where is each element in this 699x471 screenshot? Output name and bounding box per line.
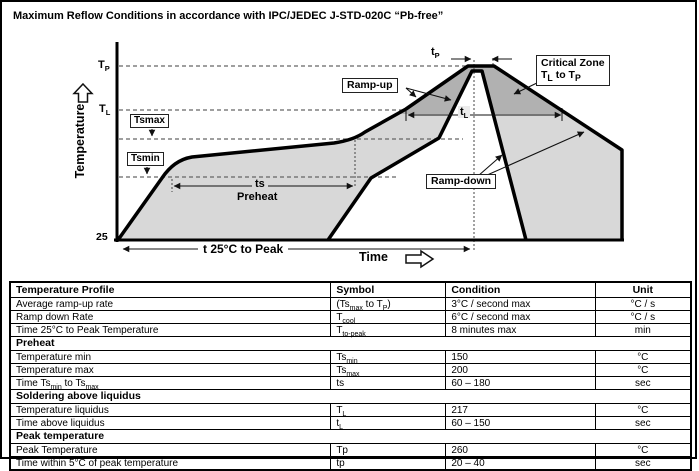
tl-axis-label: $T_L$ <box>99 103 111 118</box>
table-row <box>10 324 691 337</box>
tsmin-callout: Tsmin <box>127 152 164 166</box>
cell-profile: Temperature min <box>10 351 331 364</box>
table-section-row <box>10 337 691 351</box>
cell-symbol: Tp <box>331 444 446 457</box>
cell-profile: Time within 5°C of peak temperature <box>10 457 331 471</box>
table-row <box>10 457 691 471</box>
cell-profile: Temperature liquidus <box>10 404 331 417</box>
cell-unit: min <box>595 324 691 337</box>
header-symbol: Symbol <box>331 282 446 298</box>
cell-symbol: tp <box>331 457 446 471</box>
cell-unit: sec <box>595 457 691 471</box>
figure-title: Maximum Reflow Conditions in accordance with IPC/JEDEC J-STD-020C “Pb-free” <box>13 10 444 22</box>
header-unit: Unit <box>595 282 691 298</box>
cell-unit: °C <box>595 364 691 377</box>
table-row <box>10 351 691 364</box>
cell-symbol: $T_L$ <box>331 404 446 417</box>
cell-condition: 8 minutes max <box>446 324 595 337</box>
table-row <box>10 444 691 457</box>
cell-condition: 60 – 150 <box>446 417 595 430</box>
cell-profile: Peak Temperature <box>10 444 331 457</box>
table-row <box>10 417 691 430</box>
cell-condition: 60 – 180 <box>446 377 595 390</box>
cell-unit: °C <box>595 404 691 417</box>
cell-symbol: $Ts_{max}$ <box>331 364 446 377</box>
cell-symbol: $T_{cool}$ <box>331 311 446 324</box>
cell-profile: Time 25°C to Peak Temperature <box>10 324 331 337</box>
cell-profile: Average ramp-up rate <box>10 298 331 311</box>
table-row <box>10 377 691 390</box>
table-row <box>10 298 691 311</box>
table-section-row <box>10 390 691 404</box>
cell-symbol: $t_L$ <box>331 417 446 430</box>
cell-symbol: $Ts_{min}$ <box>331 351 446 364</box>
origin-label: 25 <box>96 231 108 243</box>
critical-zone-callout <box>536 55 610 86</box>
section-label: Preheat <box>10 337 691 351</box>
time-axis-arrow-icon <box>406 251 433 267</box>
cell-unit: sec <box>595 377 691 390</box>
cell-condition: 150 <box>446 351 595 364</box>
ramp-up-callout: Ramp-up <box>342 78 398 93</box>
tsmax-callout: Tsmax <box>130 114 169 128</box>
cell-profile: Time above liquidus <box>10 417 331 430</box>
cell-condition: 3°C / second max <box>446 298 595 311</box>
cell-unit: sec <box>595 417 691 430</box>
section-label: Soldering above liquidus <box>10 390 691 404</box>
table-row <box>10 404 691 417</box>
cell-profile: Ramp down Rate <box>10 311 331 324</box>
ts-label: ts <box>252 178 268 190</box>
table-row <box>10 364 691 377</box>
cell-symbol: ts <box>331 377 446 390</box>
critical-zone-line1: Critical Zone <box>541 57 605 69</box>
cell-profile: Temperature max <box>10 364 331 377</box>
cell-profile: Time $Ts_{min}$ to $Ts_{max}$ <box>10 377 331 390</box>
cell-unit: °C / s <box>595 298 691 311</box>
cell-condition: 260 <box>446 444 595 457</box>
cell-condition: 6°C / second max <box>446 311 595 324</box>
y-axis-label: Temperature <box>73 103 87 179</box>
table-row <box>10 311 691 324</box>
t25-to-peak-label: t 25°C to Peak <box>198 242 288 256</box>
header-condition: Condition <box>446 282 595 298</box>
section-label: Peak temperature <box>10 430 691 444</box>
tp-time-label: $t_P$ <box>431 46 440 61</box>
cell-condition: 217 <box>446 404 595 417</box>
x-axis-label: Time <box>359 250 388 264</box>
tl-time-label: $t_L$ <box>460 106 469 121</box>
table-header-row <box>10 282 691 298</box>
cell-condition: 200 <box>446 364 595 377</box>
cell-symbol: $T_{to-peak}$ <box>331 324 446 337</box>
cell-unit: °C <box>595 444 691 457</box>
header-temperature-profile: Temperature Profile <box>10 282 331 298</box>
cell-unit: °C <box>595 351 691 364</box>
critical-zone-line2: $T_L$ to $T_P$ <box>541 69 581 84</box>
cell-condition: 20 – 40 <box>446 457 595 471</box>
tp-axis-label: $T_P$ <box>98 59 110 74</box>
ramp-down-callout: Ramp-down <box>426 174 496 189</box>
table-section-row <box>10 430 691 444</box>
cell-unit: °C / s <box>595 311 691 324</box>
temperature-profile-table <box>9 281 692 471</box>
cell-symbol: ($Ts_{max}$ to $T_P$) <box>331 298 446 311</box>
preheat-label: Preheat <box>234 191 280 203</box>
